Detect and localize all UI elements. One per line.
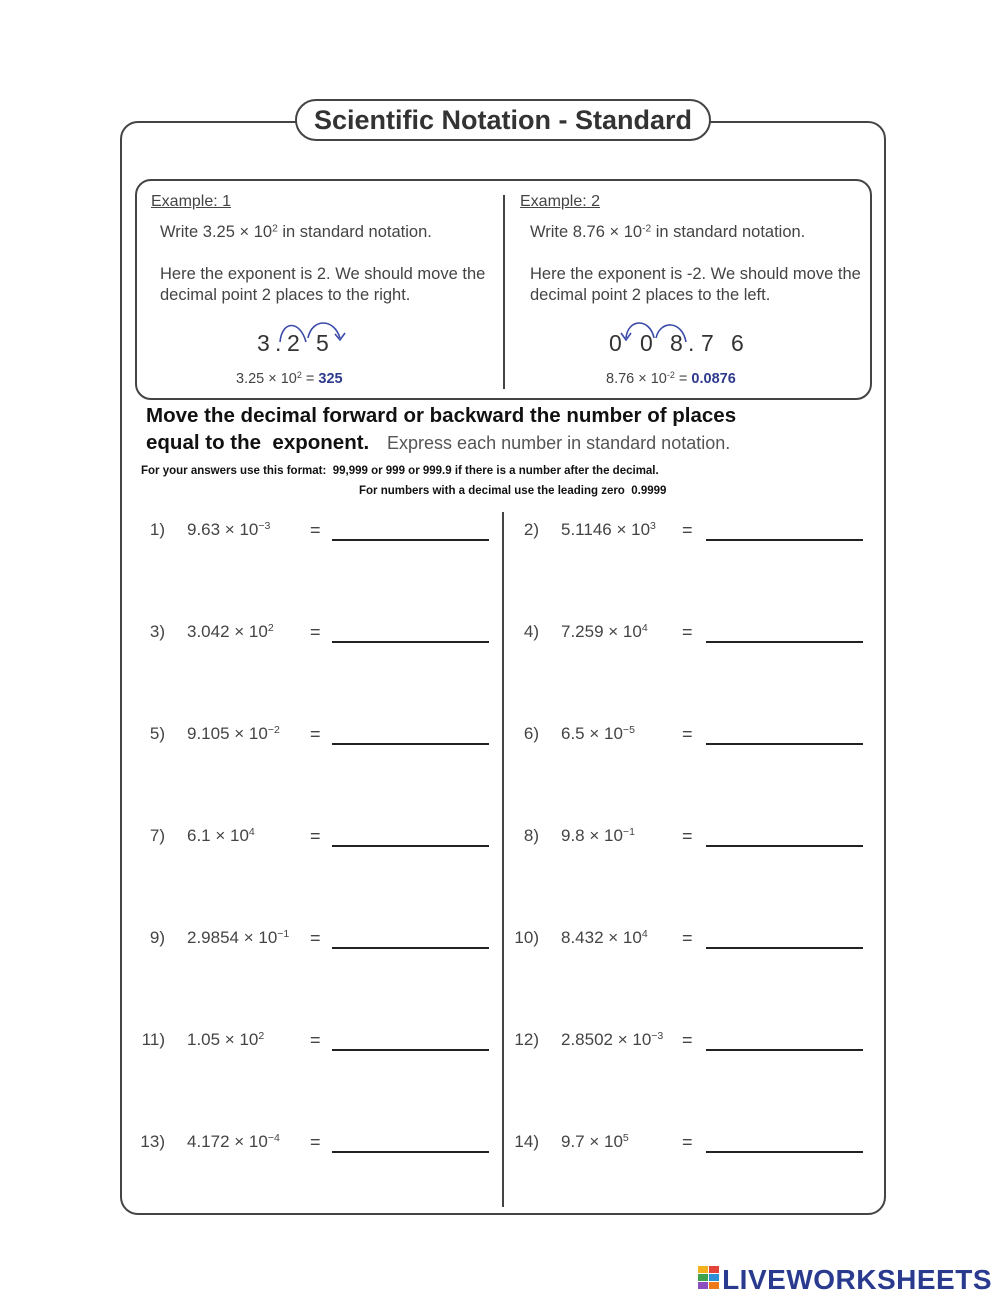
question-number: 4): [523, 622, 539, 641]
footer-brand: LIVEWORKSHEETS: [722, 1264, 992, 1295]
equals-sign: =: [682, 724, 693, 744]
question-expression: [187, 724, 280, 744]
example-1-move-arrows: [270, 314, 350, 350]
question-exponent: −3: [651, 1030, 664, 1043]
question-exponent: −1: [277, 928, 290, 941]
question-exponent: 2: [267, 622, 274, 635]
example-1-explain-line-2: decimal point 2 places to the right.: [160, 286, 411, 304]
question-mantissa: 6.5 × 10: [561, 724, 623, 743]
answer-blank-9[interactable]: [332, 947, 489, 949]
question-number: 9): [149, 928, 165, 947]
question-mantissa: 2.8502 × 10: [561, 1030, 652, 1049]
question-expression: [561, 1132, 629, 1152]
question-number: 13): [140, 1132, 165, 1151]
example-1-answer: 325: [318, 371, 343, 387]
instruction-line-1: Move the decimal forward or backward the number of places: [146, 404, 737, 427]
decimal-note: For numbers with a decimal use the leading zero 0.9999: [359, 485, 667, 497]
question-exponent: −2: [267, 724, 280, 737]
question-mantissa: 9.8 × 10: [561, 826, 623, 845]
example-2-move-arrows: [620, 314, 700, 350]
question-number: 5): [149, 724, 165, 743]
question-number: 6): [523, 724, 539, 743]
equals-sign: =: [310, 724, 321, 744]
example-1-digit-5: 5: [316, 330, 329, 356]
equals-sign: =: [682, 520, 693, 540]
equals-sign: =: [682, 1030, 693, 1050]
question-mantissa: 1.05 × 10: [187, 1030, 259, 1049]
question-number: 3): [149, 622, 165, 641]
equals-sign: =: [682, 928, 693, 948]
example-2-digit-0b: 0: [640, 330, 653, 356]
example-2-digit-7: 7: [701, 330, 714, 356]
question-mantissa: 8.432 × 10: [561, 928, 642, 947]
question-mantissa: 4.172 × 10: [187, 1132, 268, 1151]
equals-sign: =: [682, 826, 693, 846]
question-mantissa: 2.9854 × 10: [187, 928, 278, 947]
question-number: 7): [149, 826, 165, 845]
question-exponent: −4: [267, 1132, 280, 1145]
answer-blank-2[interactable]: [706, 539, 863, 541]
answer-blank-4[interactable]: [706, 641, 863, 643]
question-expression: [561, 826, 635, 846]
question-expression: [561, 928, 648, 948]
example-2-explain-line-2: decimal point 2 places to the left.: [530, 286, 771, 304]
question-expression: [187, 826, 255, 846]
example-2-prompt: Write $8.76 \times 10^{-2}$ in standard notation.: [530, 223, 806, 241]
liveworksheets-logo-icon: [698, 1266, 720, 1290]
question-exponent: −5: [622, 724, 635, 737]
question-mantissa: 3.042 × 10: [187, 622, 268, 641]
example-2-digit-point: .: [688, 330, 695, 356]
instruction-express: Express each number in standard notation.: [387, 433, 731, 453]
instruction-line-2: equal to the exponent. Express each number in standard notation.: [146, 431, 731, 454]
question-exponent: 3: [650, 520, 656, 533]
worksheet-title: Scientific Notation - Standard: [295, 99, 711, 141]
example-2-digit-8: 8: [670, 330, 683, 356]
answer-blank-13[interactable]: [332, 1151, 489, 1153]
question-expression: [561, 724, 635, 744]
question-number: 12): [514, 1030, 539, 1049]
question-number: 11): [141, 1030, 165, 1049]
question-mantissa: 9.105 × 10: [187, 724, 268, 743]
answer-blank-12[interactable]: [706, 1049, 863, 1051]
question-expression: [561, 520, 656, 540]
equals-sign: =: [682, 1132, 693, 1152]
question-expression: [187, 1030, 264, 1050]
equals-sign: =: [310, 826, 321, 846]
example-1-digit-3: 3: [257, 330, 270, 356]
question-expression: [561, 1030, 663, 1050]
question-expression: [561, 622, 648, 642]
answer-blank-14[interactable]: [706, 1151, 863, 1153]
answer-blank-8[interactable]: [706, 845, 863, 847]
example-1-label: Example: 1: [151, 193, 232, 210]
answer-blank-6[interactable]: [706, 743, 863, 745]
question-exponent: 4: [641, 622, 648, 635]
equals-sign: =: [310, 622, 321, 642]
example-2-explain-line-1: Here the exponent is -2. We should move the: [530, 265, 861, 283]
question-number: 1): [149, 520, 165, 539]
example-2-digit-6: 6: [731, 330, 744, 356]
question-expression: [187, 1132, 280, 1152]
question-mantissa: 6.1 × 10: [187, 826, 249, 845]
equals-sign: =: [310, 1132, 321, 1152]
example-2-digit-0a: 0: [609, 330, 622, 356]
answer-blank-11[interactable]: [332, 1049, 489, 1051]
example-2-result: $8.76 \times 10^{-2} = 0.0876$: [606, 370, 736, 387]
question-expression: [187, 622, 274, 642]
answer-blank-1[interactable]: [332, 539, 489, 541]
question-exponent: −1: [622, 826, 635, 839]
question-number: 8): [523, 826, 539, 845]
question-expression: [187, 520, 270, 540]
answer-blank-10[interactable]: [706, 947, 863, 949]
example-1-prompt: Write $3.25 \times 10^2$ in standard notation.: [160, 223, 432, 241]
equals-sign: =: [310, 928, 321, 948]
question-exponent: 5: [622, 1132, 629, 1145]
question-mantissa: 9.63 × 10: [187, 520, 259, 539]
equals-sign: =: [310, 520, 321, 540]
example-1-digit-point: .: [275, 330, 282, 356]
answer-blank-7[interactable]: [332, 845, 489, 847]
question-expression: [187, 928, 289, 948]
answer-blank-5[interactable]: [332, 743, 489, 745]
question-mantissa: 5.1146 × 10: [561, 520, 651, 539]
question-number: 14): [514, 1132, 539, 1151]
format-note: For your answers use this format: 99,999 or 999 or 999.9 if there is a number after the decimal.: [141, 465, 659, 477]
question-mantissa: 7.259 × 10: [561, 622, 642, 641]
example-2-label: Example: 2: [520, 193, 601, 210]
questions-divider: [502, 512, 504, 1207]
equals-sign: =: [682, 622, 693, 642]
example-1-digit-2: 2: [287, 330, 300, 356]
answer-blank-3[interactable]: [332, 641, 489, 643]
equals-sign: =: [310, 1030, 321, 1050]
examples-divider: [503, 195, 505, 389]
question-mantissa: 9.7 × 10: [561, 1132, 623, 1151]
question-number: 10): [514, 928, 539, 947]
question-number: 2): [523, 520, 539, 539]
question-exponent: 2: [258, 1030, 265, 1043]
question-exponent: −3: [258, 520, 271, 533]
question-exponent: 4: [248, 826, 255, 839]
example-1-result: $3.25 \times 10^2 = 325$: [236, 370, 343, 387]
question-exponent: 4: [641, 928, 648, 941]
example-1-explain-line-1: Here the exponent is 2. We should move the: [160, 265, 486, 283]
example-2-answer: 0.0876: [691, 371, 736, 387]
